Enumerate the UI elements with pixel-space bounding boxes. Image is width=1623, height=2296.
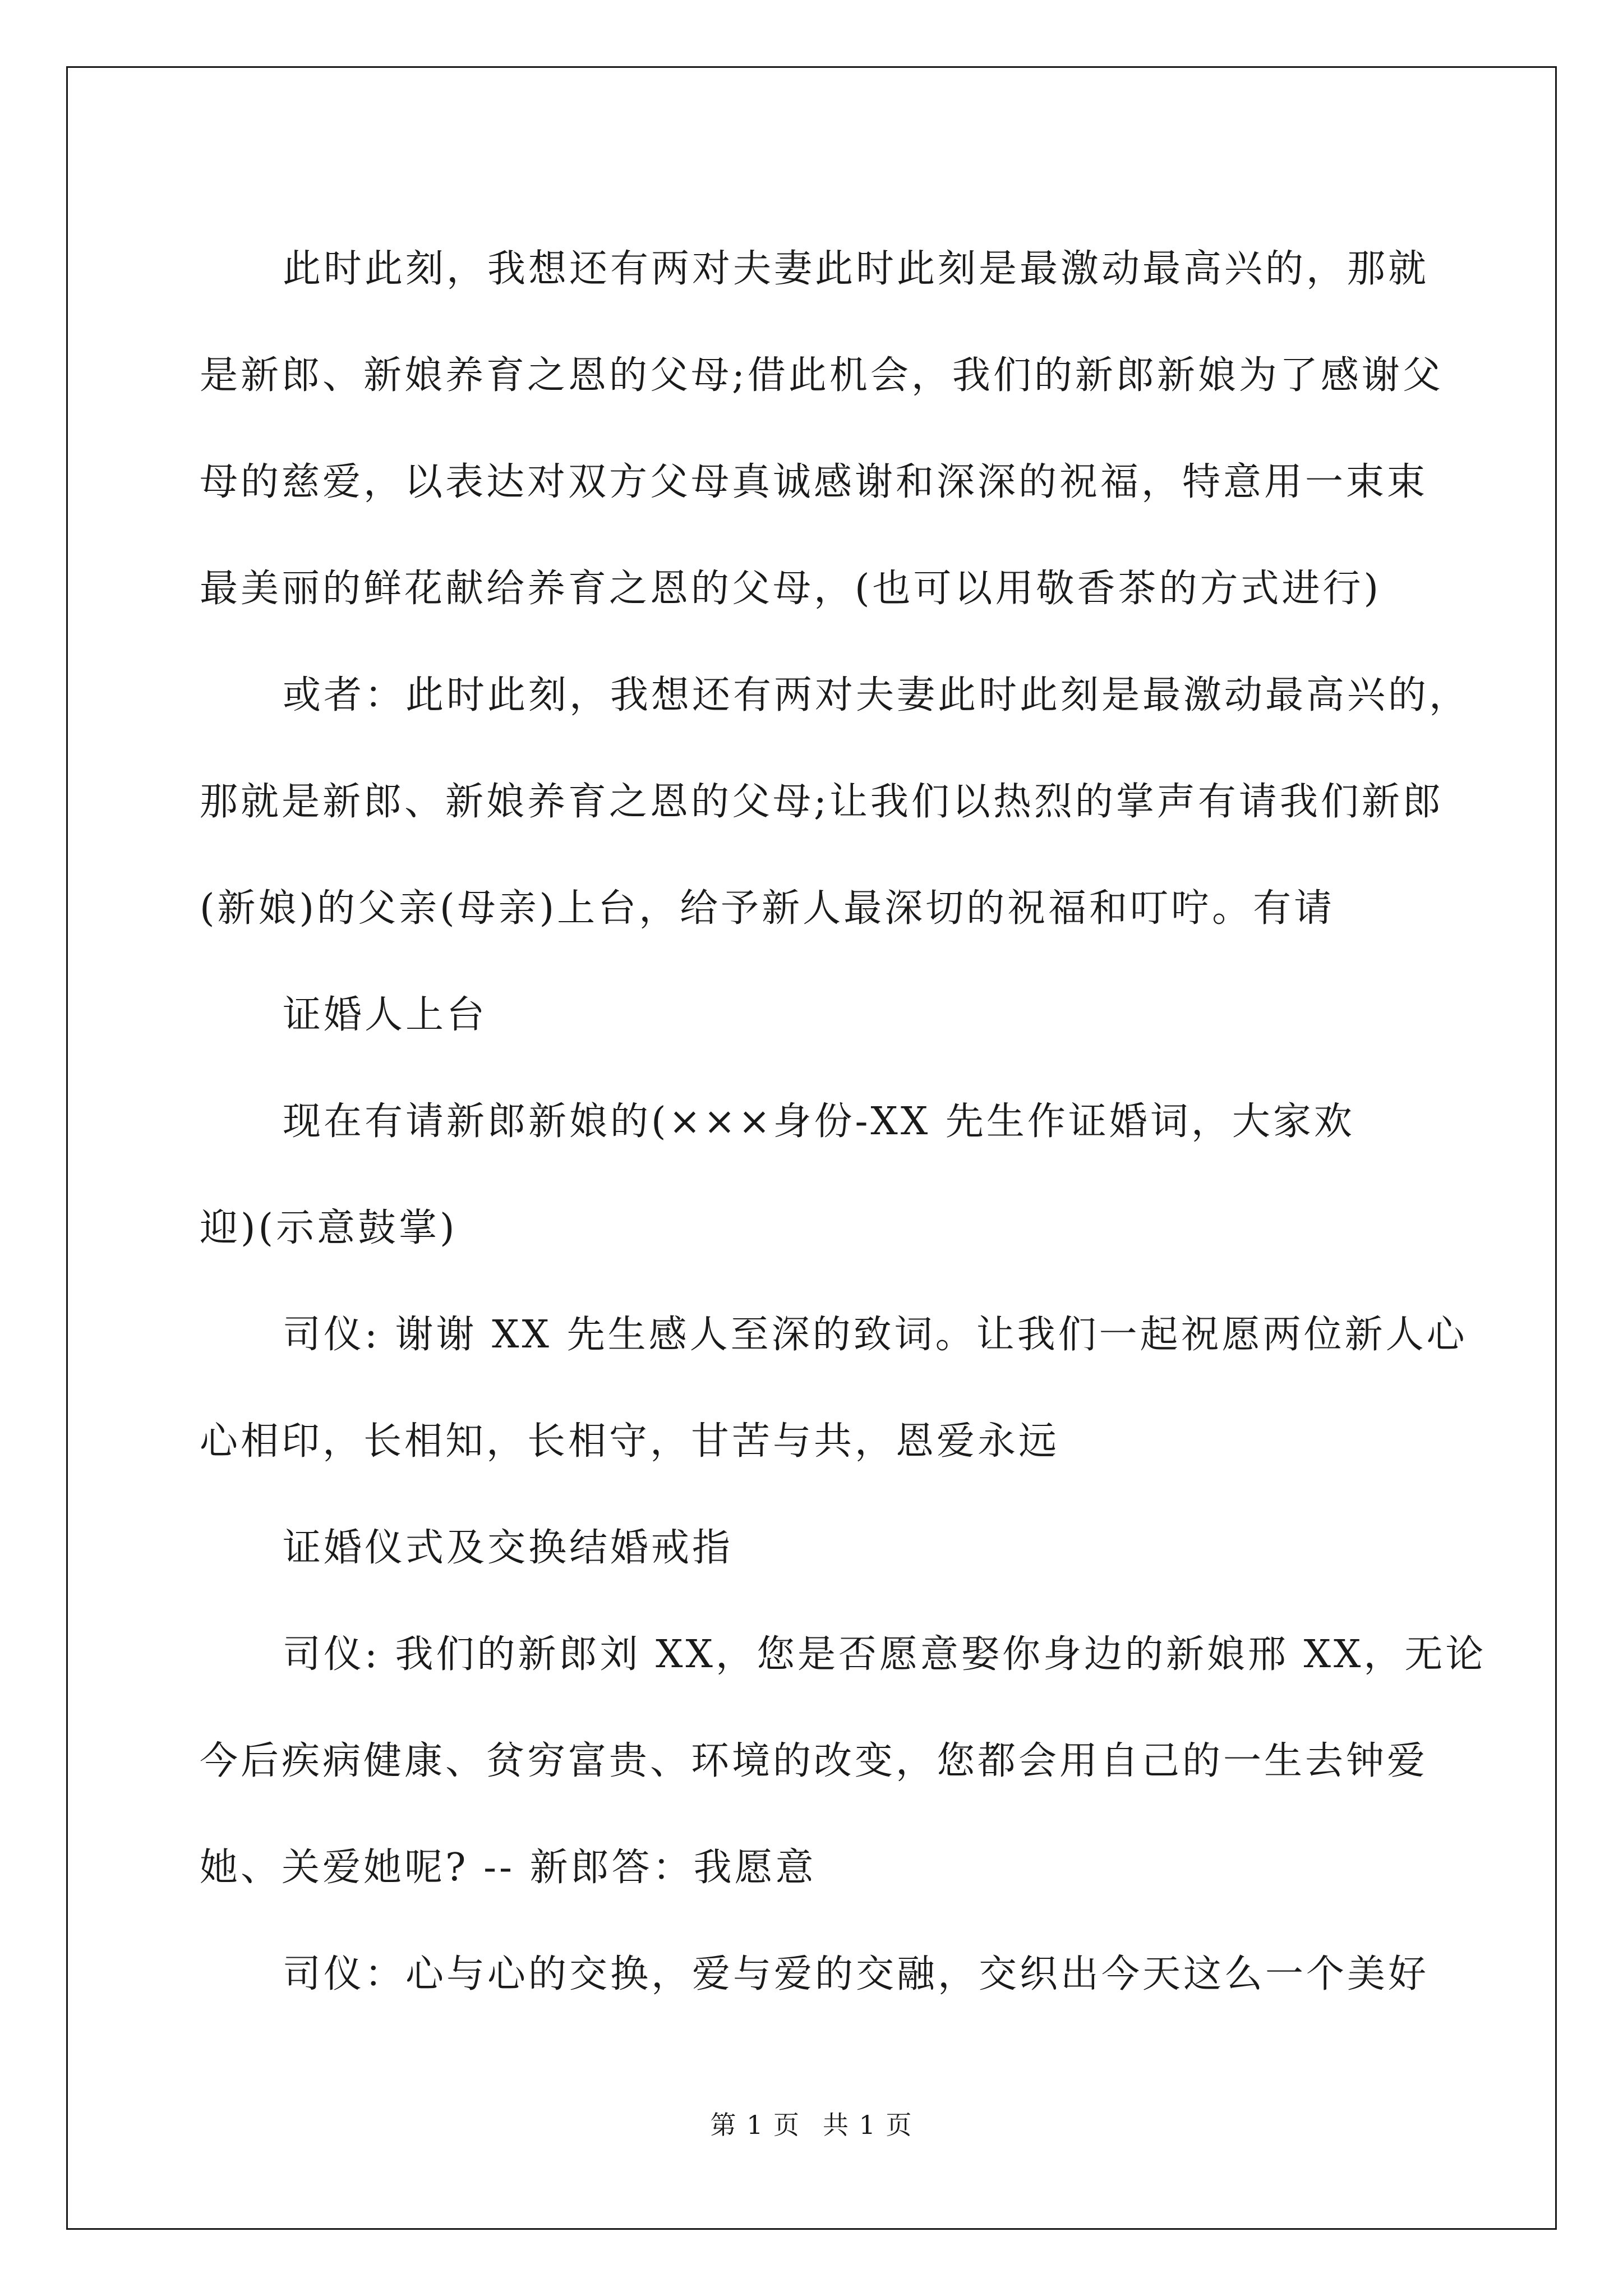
paragraph-vow <box>200 1602 1487 1921</box>
text-line: 司仪：心与心的交换，爱与爱的交融，交织出今天这么一个美好 <box>283 1952 1430 1996</box>
section-heading-witness <box>200 962 1422 1069</box>
text-line: 证婚仪式及交换结婚戒指 <box>283 1526 734 1570</box>
text-line: 是新郎、新娘养育之恩的父母;借此机会，我们的新郎新娘为了感谢父 <box>200 353 1444 398</box>
page-number: 第 1 页 <box>710 2110 800 2140</box>
text-line: 证婚人上台 <box>283 993 488 1037</box>
text-line: 或者：此时此刻，我想还有两对夫妻此时此刻是最激动最高兴的， <box>283 673 1470 717</box>
page-footer <box>0 2105 1623 2142</box>
document-body <box>200 216 1487 2028</box>
text-line: 心相印，长相知，长相守，甘苦与共，恩爱永远 <box>200 1419 1060 1464</box>
paragraph-thanks <box>200 1282 1468 1495</box>
text-line: 司仪: 我们的新郎刘 XX，您是否愿意娶你身边的新娘邢 XX，无论 <box>283 1632 1487 1677</box>
section-heading-rings <box>200 1495 1422 1602</box>
text-line: 司仪: 谢谢 XX 先生感人至深的致词。让我们一起祝愿两位新人心 <box>283 1313 1468 1357</box>
text-line: 最美丽的鲜花献给养育之恩的父母，(也可以用敬香茶的方式进行) <box>200 567 1382 611</box>
paragraph-witness-invite <box>200 1069 1422 1282</box>
text-line: 今后疾病健康、贫穷富贵、环境的改变，您都会用自己的一生去钟爱 <box>200 1739 1428 1783</box>
paragraph-alternative <box>200 642 1470 962</box>
text-line: 母的慈爱，以表达对双方父母真诚感谢和深深的祝福，特意用一束束 <box>200 460 1428 504</box>
text-line: 此时此刻，我想还有两对夫妻此时此刻是最激动最高兴的，那就 <box>283 247 1430 291</box>
paragraph-parents-intro <box>200 216 1444 642</box>
text-line: 现在有请新郎新娘的(×××身份-XX 先生作证婚词，大家欢 <box>283 1099 1355 1144</box>
text-line: 迎)(示意鼓掌) <box>200 1206 458 1250</box>
paragraph-exchange <box>200 1921 1430 2028</box>
text-line: 那就是新郎、新娘养育之恩的父母;让我们以热烈的掌声有请我们新郎 <box>200 780 1444 824</box>
text-line: 她、关爱她呢? -- 新郎答：我愿意 <box>200 1846 817 1890</box>
page-total: 共 1 页 <box>823 2110 913 2140</box>
text-line: (新娘)的父亲(母亲)上台，给予新人最深切的祝福和叮咛。有请 <box>200 886 1335 931</box>
